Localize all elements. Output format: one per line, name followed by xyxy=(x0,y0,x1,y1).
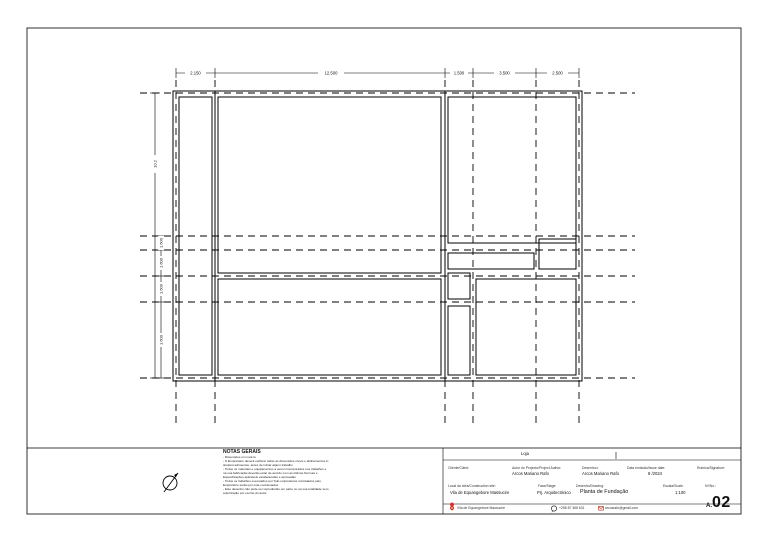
dim-label-v1: 10.2 xyxy=(152,160,158,168)
dim-label-1: 2.150 xyxy=(190,70,201,76)
title-block-grid xyxy=(443,448,741,514)
sheet-number-prefix: A. xyxy=(706,503,712,509)
note-line: - Este desenho não pode ser reproduzido em parte ou na sua totalidade sem xyxy=(223,486,329,491)
note-line: - Dimensões em metros xyxy=(223,454,256,459)
foundation-beams xyxy=(173,91,582,381)
note-line: - Todos os materiais e equipamentos a serem incorporados nos trabalhos e xyxy=(223,466,327,471)
footer-location: Vila de Equangebore Massucire xyxy=(457,506,506,510)
sheet-border xyxy=(27,28,741,514)
stage-value: Prj. Arquitectónico xyxy=(537,489,571,495)
dim-label-4: 3.500 xyxy=(499,70,510,76)
note-line: - Todos os trabalhos executados por Sub-empreiteiros contratados pelo xyxy=(223,478,321,483)
dim-label-5: 2.500 xyxy=(552,70,563,76)
dim-label-2: 12.500 xyxy=(324,70,338,76)
dim-label-v4: 1.600 xyxy=(158,283,164,295)
dim-label-3: 1.500 xyxy=(453,70,465,76)
footer-email: arcosrafo@gmail.com xyxy=(605,506,639,510)
dim-label-v5: 1.600 xyxy=(158,334,164,346)
scale-label: Escala/Scale: xyxy=(663,484,684,488)
footer-phone: +258 87 368 631 xyxy=(559,506,585,510)
dim-label-v3: 1.600 xyxy=(158,257,164,269)
location-pin-icon xyxy=(450,503,454,511)
dim-label-v2: 1.600 xyxy=(158,237,164,249)
dimension-line-top xyxy=(176,68,579,78)
note-line: autorização por escrito do autor. xyxy=(223,490,268,495)
drew-label: Desenhou: xyxy=(582,466,599,470)
sheet-number-value: 02 xyxy=(712,494,731,511)
author-value: Arcos Mariano Rafo xyxy=(512,471,550,476)
grid-lines-horizontal xyxy=(140,93,635,378)
sheet-number xyxy=(706,495,731,511)
stage-label: Fase/Stage: xyxy=(538,484,557,488)
whatsapp-icon xyxy=(551,506,556,513)
drawing-label: Desenho/Drawing: xyxy=(576,484,604,488)
north-arrow-icon xyxy=(163,473,178,492)
drew-value: Arcos Mariano Rafo xyxy=(582,471,620,476)
issue-date-label: Data emissão/Issue date: xyxy=(627,466,666,470)
author-label: Autor do Projecto/Project Author: xyxy=(512,466,562,470)
email-icon xyxy=(599,507,604,511)
site-value: Vila de Equangebore Massucire xyxy=(450,489,510,495)
project-header: Loja xyxy=(521,451,529,456)
issue-date-value: 8 /2024 xyxy=(648,471,662,476)
scale-value: 1:100 xyxy=(675,490,686,495)
note-line: Empreiteiro serão por este coordenados xyxy=(223,482,279,487)
site-label: Local da obra/Construction site: xyxy=(448,484,496,488)
note-line: - O Empreiteiro deverá verificar todas as dimensões,níveis e alinhamentos in xyxy=(223,458,329,463)
signature-label: Rubrica/Signature: xyxy=(697,466,726,470)
note-line: Especificações aplicáveis estabelecidas e aprovadas xyxy=(223,474,296,479)
sheet-number-label: Nº/No.: xyxy=(705,484,716,488)
note-line: na sua fabricação deverão estar de acordo com as últimas Normas e xyxy=(223,470,318,475)
client-label: Cliente/Client: xyxy=(448,466,470,470)
note-line: situ/procedimentos, antes de iniciar algum trabalho xyxy=(223,462,293,467)
drawing-title: Planta de Fundação xyxy=(580,489,629,495)
notes-title: NOTAS GERAIS xyxy=(223,449,261,455)
